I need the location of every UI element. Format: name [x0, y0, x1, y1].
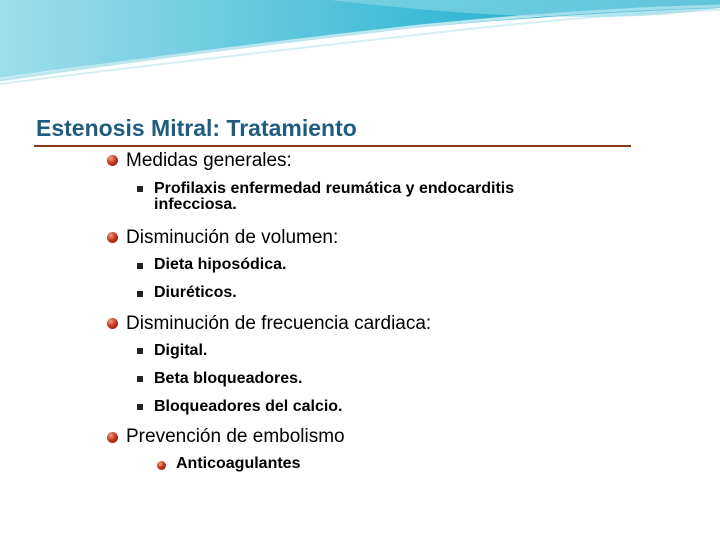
square-bullet-icon: [137, 186, 143, 192]
list-item: Profilaxis enfermedad reumática y endocarditis: [154, 180, 515, 197]
list-item: Anticoagulantes: [176, 455, 301, 472]
list-item: Diuréticos.: [154, 284, 237, 301]
title-underline: [34, 145, 631, 147]
square-bullet-icon: [137, 348, 143, 354]
section-heading-medidas: Medidas generales:: [126, 150, 292, 171]
header-wave-decoration: [0, 0, 720, 90]
red-ball-bullet-icon: [107, 318, 118, 329]
red-ball-bullet-icon: [107, 232, 118, 243]
list-item: Dieta hiposódica.: [154, 256, 287, 273]
slide-title: Estenosis Mitral: Tratamiento: [36, 115, 357, 141]
red-ball-bullet-icon: [107, 432, 118, 443]
square-bullet-icon: [137, 291, 143, 297]
red-ball-bullet-icon: [157, 461, 166, 470]
section-heading-volumen: Disminución de volumen:: [126, 227, 339, 248]
red-ball-bullet-icon: [107, 155, 118, 166]
list-item: Digital.: [154, 342, 208, 359]
section-heading-embolismo: Prevención de embolismo: [126, 426, 345, 447]
section-heading-frecuencia: Disminución de frecuencia cardiaca:: [126, 313, 432, 334]
list-item: Bloqueadores del calcio.: [154, 398, 343, 415]
list-item-continuation: infecciosa.: [154, 196, 237, 213]
square-bullet-icon: [137, 404, 143, 410]
list-item: Beta bloqueadores.: [154, 370, 303, 387]
square-bullet-icon: [137, 263, 143, 269]
square-bullet-icon: [137, 376, 143, 382]
